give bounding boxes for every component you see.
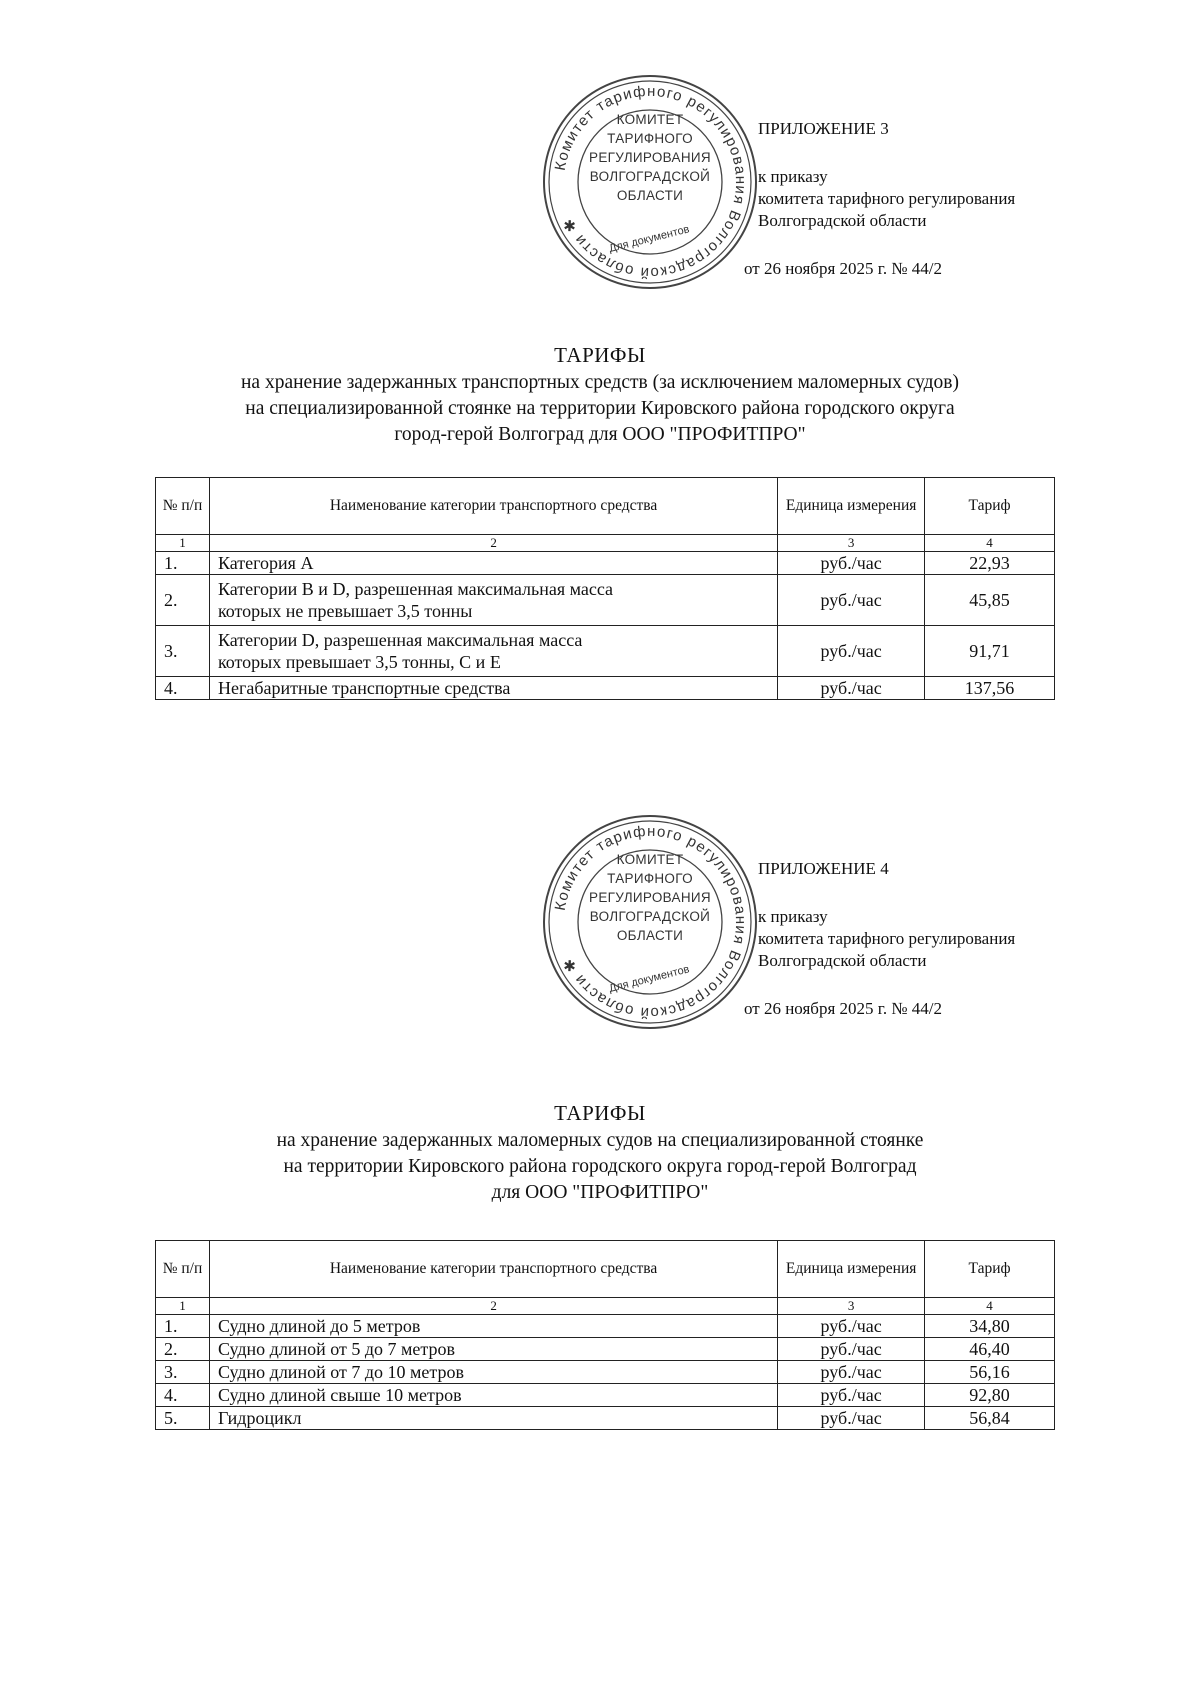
svg-text:Для документов: Для документов (607, 223, 691, 255)
row-number: 1. (156, 552, 210, 575)
appendix-line: Волгоградской области (758, 211, 927, 230)
row-tariff: 56,84 (925, 1407, 1055, 1430)
row-number: 3. (156, 1361, 210, 1384)
table-row (156, 552, 1055, 575)
row-number: 5. (156, 1407, 210, 1430)
table-row (156, 575, 1055, 626)
row-tariff: 91,71 (925, 626, 1055, 677)
row-name: Негабаритные транспортные средства (209, 677, 777, 700)
table-row (156, 1315, 1055, 1338)
table-row (156, 1384, 1055, 1407)
row-name: Гидроцикл (209, 1407, 777, 1430)
table-row (156, 677, 1055, 700)
row-unit: руб./час (778, 575, 925, 626)
column-number: 1 (156, 535, 210, 552)
row-name: Судно длиной свыше 10 метров (209, 1384, 777, 1407)
row-unit: руб./час (778, 1315, 925, 1338)
tariff-table (155, 1240, 1055, 1430)
row-name: Категория А (209, 552, 777, 575)
appendix-line: к приказу (758, 907, 828, 926)
tariff-subtitle: на хранение задержанных транспортных средств (за исключением маломерных судов) (240, 372, 959, 393)
row-unit: руб./час (778, 1407, 925, 1430)
column-number: 3 (778, 535, 925, 552)
appendix-line: Волгоградской области (758, 951, 927, 970)
appendix-header (744, 118, 1178, 280)
appendix-line: комитета тарифного регулирования (758, 189, 1016, 208)
tariff-table (155, 477, 1055, 700)
row-name: Судно длиной от 5 до 7 метров (209, 1338, 777, 1361)
header-number: № п/п (156, 478, 210, 535)
row-name (209, 575, 777, 626)
column-number: 1 (156, 1298, 210, 1315)
row-name-line: Категории B и D, разрешенная максимальная масса (217, 579, 614, 599)
row-number: 3. (156, 626, 210, 677)
appendix-date: от 26 ноября 2025 г. № 44/2 (744, 259, 943, 278)
row-number: 2. (156, 575, 210, 626)
column-number: 4 (925, 535, 1055, 552)
tariff-title-block (140, 342, 1060, 448)
tariff-subtitle: город-герой Волгоград для ООО "ПРОФИТПРО" (394, 424, 806, 445)
header-number: № п/п (156, 1241, 210, 1298)
column-number-row (156, 535, 1055, 552)
svg-text:Комитет тарифного регулировани: Комитет тарифного регулирования Волгоградской области ✱ (551, 822, 750, 1022)
row-unit: руб./час (778, 1338, 925, 1361)
table-header-row (156, 1241, 1055, 1298)
stamp-center-text: КОМИТЕТ ТАРИФНОГО РЕГУЛИРОВАНИЯ ВОЛГОГРАДСКОЙ ОБЛАСТИ (589, 112, 711, 203)
row-tariff: 46,40 (925, 1338, 1055, 1361)
row-tariff: 45,85 (925, 575, 1055, 626)
tariff-subtitle: на территории Кировского района городского округа город-герой Волгоград (283, 1156, 917, 1177)
table-row (156, 626, 1055, 677)
appendix-date: от 26 ноября 2025 г. № 44/2 (744, 999, 943, 1018)
row-unit: руб./час (778, 552, 925, 575)
row-name-line: которых не превышает 3,5 тонны (217, 601, 473, 621)
row-name-line: Категории D, разрешенная максимальная масса (217, 630, 583, 650)
row-tariff: 34,80 (925, 1315, 1055, 1338)
column-number: 4 (925, 1298, 1055, 1315)
row-unit: руб./час (778, 1361, 925, 1384)
appendix-header (744, 858, 1178, 1020)
header-tariff: Тариф (925, 1241, 1055, 1298)
row-name-line: которых превышает 3,5 тонны, C и E (217, 652, 501, 672)
row-unit: руб./час (778, 626, 925, 677)
row-unit: руб./час (778, 1384, 925, 1407)
svg-text:Для документов: Для документов (607, 963, 691, 995)
row-name: Судно длиной до 5 метров (209, 1315, 777, 1338)
column-number: 3 (778, 1298, 925, 1315)
table-header-row (156, 478, 1055, 535)
row-tariff: 56,16 (925, 1361, 1055, 1384)
official-stamp (540, 72, 760, 292)
row-number: 2. (156, 1338, 210, 1361)
tariff-subtitle: на специализированной стоянке на территории Кировского района городского округа (245, 398, 955, 419)
header-tariff: Тариф (925, 478, 1055, 535)
row-tariff: 22,93 (925, 552, 1055, 575)
tariff-title-block (140, 1100, 1060, 1206)
header-unit: Единица измерения (778, 478, 925, 535)
tariff-subtitle: на хранение задержанных маломерных судов на специализированной стоянке (276, 1130, 924, 1151)
row-number: 4. (156, 677, 210, 700)
tariff-heading: ТАРИФЫ (554, 1101, 646, 1125)
column-number: 2 (209, 535, 777, 552)
header-name: Наименование категории транспортного средства (209, 478, 777, 535)
table-row (156, 1338, 1055, 1361)
row-name: Судно длиной от 7 до 10 метров (209, 1361, 777, 1384)
row-tariff: 92,80 (925, 1384, 1055, 1407)
row-unit: руб./час (778, 677, 925, 700)
official-stamp (540, 812, 760, 1032)
row-number: 1. (156, 1315, 210, 1338)
column-number-row (156, 1298, 1055, 1315)
appendix-title: ПРИЛОЖЕНИЕ 3 (758, 119, 889, 138)
column-number: 2 (209, 1298, 777, 1315)
appendix-line: комитета тарифного регулирования (758, 929, 1016, 948)
header-name: Наименование категории транспортного средства (209, 1241, 777, 1298)
table-row (156, 1407, 1055, 1430)
appendix-title: ПРИЛОЖЕНИЕ 4 (758, 859, 889, 878)
svg-text:Комитет тарифного регулировани: Комитет тарифного регулирования Волгоградской области ✱ (551, 82, 750, 282)
row-name (209, 626, 777, 677)
row-number: 4. (156, 1384, 210, 1407)
appendix-line: к приказу (758, 167, 828, 186)
stamp-center-text: КОМИТЕТ ТАРИФНОГО РЕГУЛИРОВАНИЯ ВОЛГОГРАДСКОЙ ОБЛАСТИ (589, 852, 711, 943)
tariff-heading: ТАРИФЫ (554, 343, 646, 367)
row-tariff: 137,56 (925, 677, 1055, 700)
header-unit: Единица измерения (778, 1241, 925, 1298)
table-row (156, 1361, 1055, 1384)
tariff-subtitle: для ООО "ПРОФИТПРО" (491, 1182, 709, 1203)
